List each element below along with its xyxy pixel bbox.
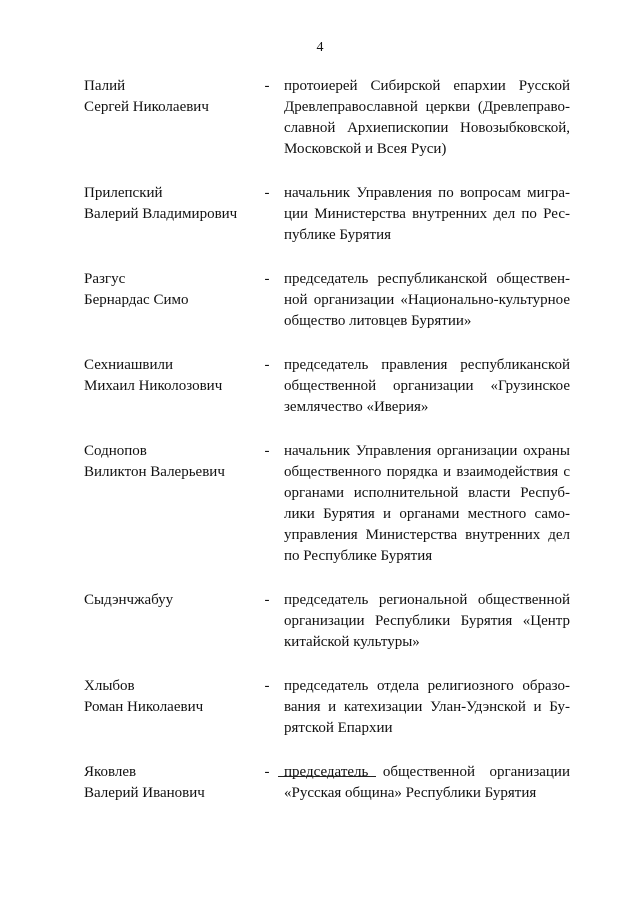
position-description [284,269,570,332]
given-name: Валерий Владимирович [84,206,238,222]
description-line: протоиерей Сибирской епархии Русской [284,78,570,94]
description-line: председатель правления республиканской [284,357,570,373]
person-name [84,676,254,718]
person-name [84,355,254,397]
description-line: начальник Управления по вопросам мигра- [284,185,570,201]
dash-separator: - [264,185,270,201]
position-description [284,76,570,160]
dash-separator: - [264,443,270,459]
dash-separator: - [264,764,270,780]
position-description [284,676,570,739]
surname: Палий [84,78,126,94]
surname: Сехниашвили [84,357,174,373]
description-line: председатель общественной организации [284,764,570,780]
given-name: Виликтон Валерьевич [84,464,225,480]
description-line: Древлеправославной церкви (Древлеправо- [284,99,570,115]
person-name [84,441,254,483]
list-item [84,441,570,567]
description-line: лики Бурятия и органами местного само- [284,506,570,522]
surname: Разгус [84,271,126,287]
given-name: Михаил Николозович [84,378,223,394]
position-description [284,590,570,653]
description-line: начальник Управления организации охраны [284,443,570,459]
description-line: по Республике Бурятия [284,548,433,564]
surname: Соднопов [84,443,147,459]
list-item [84,590,570,653]
given-name: Роман Николаевич [84,699,204,715]
description-line: органами исполнительной власти Респуб- [284,485,570,501]
person-name [84,183,254,225]
description-line: председатель региональной общественной [284,592,570,608]
position-description [284,762,570,804]
person-name [84,269,254,311]
dash-separator: - [264,357,270,373]
page-number: 4 [316,40,324,55]
position-description [284,441,570,567]
position-description [284,355,570,418]
surname: Сыдэнчжабуу [84,592,174,608]
member-list [84,76,570,827]
description-line: землячество «Иверия» [284,399,429,415]
person-name [84,590,254,611]
surname: Хлыбов [84,678,135,694]
given-name: Сергей Николаевич [84,99,209,115]
list-item [84,269,570,332]
person-name [84,762,254,804]
description-line: славной Архиепископии Новозыбковской, [284,120,570,136]
list-item [84,76,570,160]
description-line: председатель республиканской обществен- [284,271,570,287]
description-line: публике Бурятия [284,227,392,243]
dash-separator: - [264,592,270,608]
given-name: Бернардас Симо [84,292,189,308]
description-line: организации Республики Бурятия «Центр [284,613,570,629]
end-of-list-rule [278,776,376,777]
list-item [84,676,570,739]
description-line: китайской культуры» [284,634,420,650]
list-item [84,762,570,804]
description-line: рятской Епархии [284,720,393,736]
description-line: ной организации «Национально-культурное [284,292,570,308]
description-line: председатель отдела религиозного образо- [284,678,570,694]
dash-separator: - [264,78,270,94]
description-line: общественной организации «Грузинское [284,378,570,394]
description-line: общественного порядка и взаимодействия с [284,464,570,480]
given-name: Валерий Иванович [84,785,205,801]
position-description [284,183,570,246]
description-line: «Русская община» Республики Бурятия [284,785,537,801]
description-line: ции Министерства внутренних дел по Рес- [284,206,570,222]
description-line: вания и катехизации Улан-Удэнской и Бу- [284,699,570,715]
description-line: общество литовцев Бурятии» [284,313,472,329]
surname: Прилепский [84,185,163,201]
person-name [84,76,254,118]
list-item [84,183,570,246]
list-item [84,355,570,418]
surname: Яковлев [84,764,137,780]
description-line: управления Министерства внутренних дел [284,527,570,543]
description-line: Московской и Всея Руси) [284,141,447,157]
dash-separator: - [264,271,270,287]
dash-separator: - [264,678,270,694]
